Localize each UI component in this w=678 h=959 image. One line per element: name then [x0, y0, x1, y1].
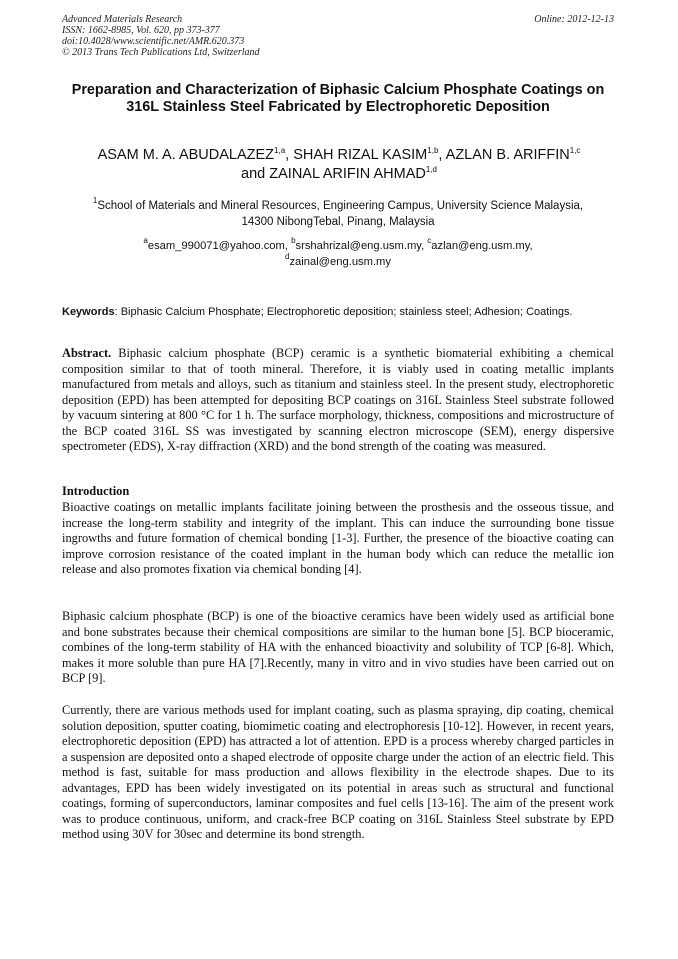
keywords-text: : Biphasic Calcium Phosphate; Electrophoretic deposition; stainless steel; Adhesion; Coatings. [114, 306, 573, 318]
author-separator: and [241, 166, 270, 182]
section-heading-introduction: Introduction [62, 484, 130, 498]
email-superscript: c [427, 236, 432, 245]
online-date: Online: 2012-12-13 [534, 14, 614, 25]
email-link[interactable]: zainal@eng.usm.my [289, 256, 391, 268]
body-paragraph: Bioactive coatings on metallic implants facilitate joining between the prosthesis and the osseous tissue, and increase the long-term stability and integrity of the implant. This can induce the surrounding bone tissue ingrowths and future formation of chemical bonding [1-3]. Further, the presence of the bioactive coating can improve corrosion resistance of the coated implant in the human body which can reduce the metallic ion release and also promotes fixation via chemical bonding [4]. [62, 500, 614, 576]
body-paragraph: Biphasic calcium phosphate (BCP) is one of the bioactive ceramics have been widely used as artificial bone and bone substrates because their chemical compositions are similar to the human bone [5]. BCP bioceramic, combines of the long-term stability of HA with the enhanced bioactivity and solubility of TCP [6-8]. Which, makes it more soluble than pure HA [7].Recently, many in vitro and in vivo studies have been carried out on BCP [9]. [62, 609, 614, 685]
author-superscript: 1,d [425, 165, 437, 174]
email-superscript: d [285, 252, 290, 261]
author-name: SHAH RIZAL KASIM [293, 147, 428, 163]
affiliation-line: School of Materials and Mineral Resources, Engineering Campus, University Science Malaysia, [97, 200, 584, 212]
doi-line[interactable]: doi:10.4028/www.scientific.net/AMR.620.373 [62, 36, 245, 47]
author-emails [62, 238, 614, 270]
affiliation-line: 14300 NibongTebal, Pinang, Malaysia [241, 216, 435, 228]
abstract-label: Abstract. [62, 346, 112, 360]
paper-title: Preparation and Characterization of Biphasic Calcium Phosphate Coatings on 316L Stainless Steel Fabricated by Electrophoretic Deposition [71, 82, 605, 115]
author-superscript: 1,c [569, 146, 581, 155]
author-name: AZLAN B. ARIFFIN [445, 147, 570, 163]
author-separator: , [438, 147, 446, 163]
email-separator: , [284, 240, 292, 252]
author-list [40, 146, 638, 184]
email-link[interactable]: azlan@eng.usm.my [431, 240, 530, 252]
email-separator: , [421, 240, 428, 252]
abstract [62, 346, 614, 455]
author-superscript: 1,b [427, 146, 439, 155]
author-superscript: 1,a [274, 146, 286, 155]
keywords-label: Keywords [62, 306, 115, 318]
author-separator: , [285, 147, 294, 163]
email-separator: , [529, 240, 533, 252]
affiliation [62, 198, 614, 230]
email-link[interactable]: srshahrizal@eng.usm.my [295, 240, 422, 252]
email-superscript: b [291, 236, 296, 245]
journal-header [62, 14, 614, 58]
abstract-text: Biphasic calcium phosphate (BCP) ceramic is a synthetic biomaterial exhibiting a chemical composition similar to that of tooth mineral. Therefore, it is viably used in coating metallic implants manufactured from metals and alloys, such as titanium and stainless steel. In the present study, electrophoretic deposition (EPD) has been attempted for depositing BCP coatings on 316L Stainless Steel substrate followed by vacuum sintering at 800 °C for 1 h. The surface morphology, thickness, compositions and microstructure of the BCP coated 316L SS was investigated by scanning electron microscope (SEM), energy dispersive spectrometer (EDS), X-ray diffraction (XRD) and the bond strength of the coating was measured. [62, 346, 614, 453]
author-name: ASAM M. A. ABUDALAZEZ [97, 147, 275, 163]
author-name: ZAINAL ARIFIN AHMAD [269, 166, 426, 182]
copyright-line: © 2013 Trans Tech Publications Ltd, Switzerland [62, 47, 260, 58]
issn-line: ISSN: 1662-8985, Vol. 620, pp 373-377 [62, 25, 220, 36]
keywords [62, 305, 614, 320]
email-superscript: a [143, 236, 148, 245]
email-link[interactable]: esam_990071@yahoo.com [147, 240, 285, 252]
body-paragraph: Currently, there are various methods used for implant coating, such as plasma spraying, dip coating, chemical solution deposition, sputter coating, biomimetic coating and electrophoresis [10-12]. However, in recent years, electrophoretic deposition (EPD) has attracted a lot of attention. EPD is a process whereby charged particles in a suspension are deposited onto a shaped electrode of opposite charge under the action of an electric field. This method is fast, suitable for mass production and allows flexibility in the electrode shapes. Due to its advantages, EPD has been widely investigated on its potential in areas such as structural and functional coatings, forming of superconductors, laminar composites and fuel cells [13-16]. The aim of the present work was to produce continuous, uniform, and crack-free BCP coating on 316L Stainless Steel substrate by EPD method using 30V for 30sec and determine its bond strength. [62, 703, 614, 841]
journal-name: Advanced Materials Research [62, 14, 183, 25]
affiliation-superscript: 1 [92, 196, 98, 205]
